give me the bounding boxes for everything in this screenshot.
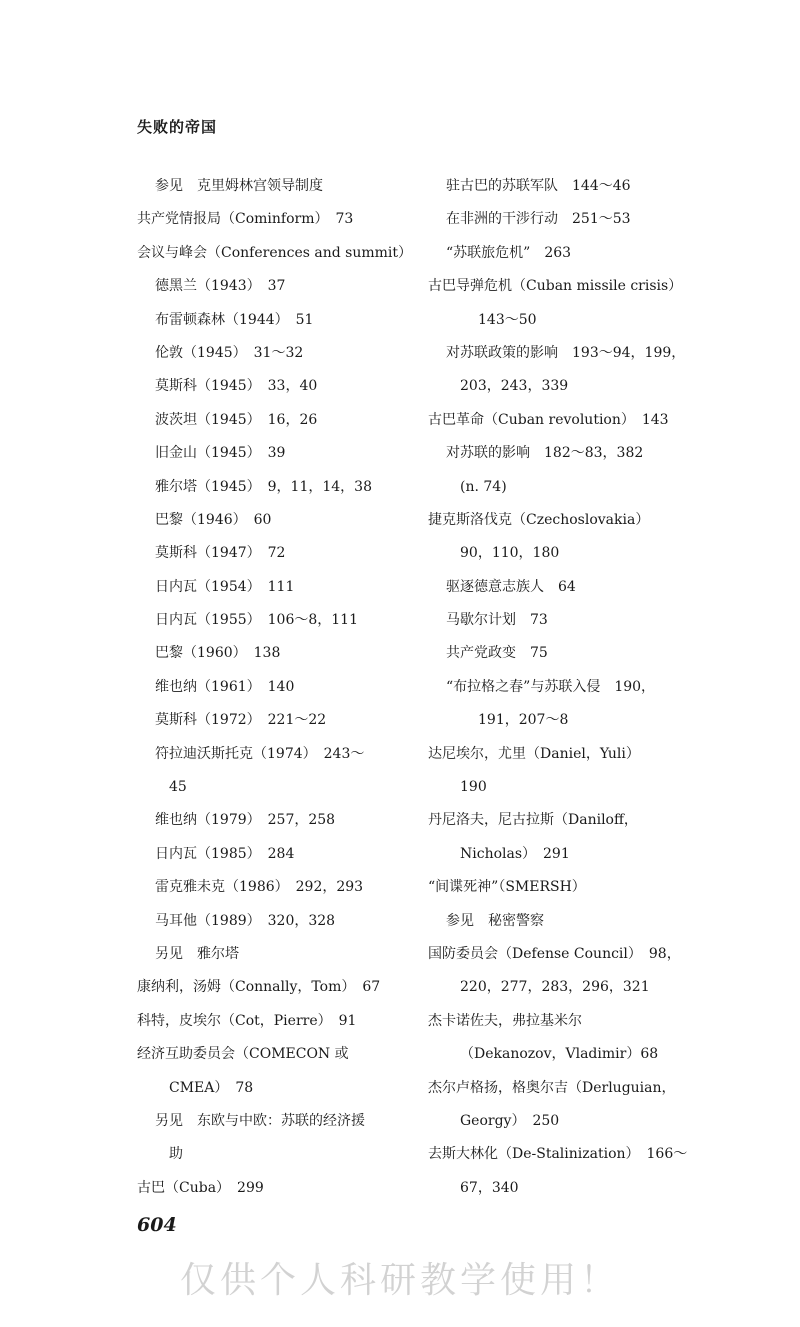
index-entry: 古巴（Cuba） 299 <box>137 1179 264 1196</box>
index-entry: 另见 雅尔塔 <box>155 945 239 962</box>
index-entry: 雅尔塔（1945） 9，11，14，38 <box>155 478 372 495</box>
index-entry: 马耳他（1989） 320，328 <box>155 912 336 929</box>
index-entry: Nicholas） 291 <box>460 845 570 862</box>
index-entry: 伦敦（1945） 31～32 <box>155 344 304 361</box>
index-entry: 67，340 <box>460 1179 519 1196</box>
index-entry: 共产党情报局（Cominform） 73 <box>137 211 354 228</box>
index-entry: 203，243，339 <box>460 378 569 395</box>
index-entry: (n. 74) <box>460 478 507 495</box>
index-entry: 符拉迪沃斯托克（1974） 243～ <box>155 745 365 762</box>
index-entry: 日内瓦（1955） 106～8，111 <box>155 612 358 629</box>
index-entry: 对苏联的影响 182～83，382 <box>446 445 644 462</box>
index-entry: 220，277，283，296，321 <box>460 979 650 996</box>
index-entry: 日内瓦（1954） 111 <box>155 578 295 595</box>
index-entry: 助 <box>169 1146 183 1163</box>
index-entry: “间谍死神”（SMERSH） <box>428 879 586 896</box>
index-entry: 科特，皮埃尔（Cot，Pierre） 91 <box>137 1012 357 1029</box>
index-entry: 丹尼洛夫，尼古拉斯（Daniloff， <box>428 812 638 829</box>
index-entry: 杰卡诺佐夫，弗拉基米尔 <box>428 1012 582 1029</box>
index-entry: 共产党政变 75 <box>446 645 548 662</box>
index-entry: 经济互助委员会（COMECON 或 <box>137 1046 349 1063</box>
index-entry: 旧金山（1945） 39 <box>155 445 286 462</box>
index-entry: 雷克雅未克（1986） 292，293 <box>155 879 364 896</box>
index-entry: 维也纳（1961） 140 <box>155 678 295 695</box>
index-entry: “苏联旅危机” 263 <box>446 244 572 261</box>
index-entry: 驱逐德意志族人 64 <box>446 578 576 595</box>
index-entry: 另见 东欧与中欧：苏联的经济援 <box>155 1112 365 1129</box>
watermark: 仅供个人科研教学使用！ <box>179 1260 620 1301</box>
index-entry: 90，110，180 <box>460 545 560 562</box>
index-entry: 达尼埃尔，尤里（Daniel，Yuli） <box>428 745 640 762</box>
index-entry: 45 <box>169 779 187 796</box>
index-entry: 莫斯科（1947） 72 <box>155 545 286 562</box>
index-entry: 日内瓦（1985） 284 <box>155 845 295 862</box>
index-entry: 参见 秘密警察 <box>446 912 544 929</box>
index-entry: 维也纳（1979） 257，258 <box>155 812 336 829</box>
index-entry: （Dekanozov，Vladimir）68 <box>460 1046 659 1063</box>
index-entry: 德黑兰（1943） 37 <box>155 278 286 295</box>
page-number: 604 <box>137 1214 177 1236</box>
index-entry: 191，207～8 <box>478 712 569 729</box>
index-entry: 会议与峰会（Conferences and summit） <box>137 244 413 261</box>
index-entry: 莫斯科（1945） 33，40 <box>155 378 318 395</box>
index-entry: 康纳利，汤姆（Connally，Tom） 67 <box>137 979 381 996</box>
index-entry: 巴黎（1960） 138 <box>155 645 281 662</box>
index-entry: 参见 克里姆林宫领导制度 <box>155 178 323 194</box>
index-entry: 对苏联政策的影响 193～94，199， <box>446 344 686 361</box>
index-entry: 190 <box>460 779 487 796</box>
index-entry: 去斯大林化（De-Stalinization） 166～ <box>428 1146 688 1163</box>
index-entry: “布拉格之春”与苏联入侵 190， <box>446 678 656 695</box>
index-entry: 国防委员会（Defense Council） 98， <box>428 945 681 962</box>
index-entry: 在非洲的干涉行动 251～53 <box>446 211 631 228</box>
index-entry: 马歇尔计划 73 <box>446 612 548 629</box>
index-entry: 驻古巴的苏联军队 144～46 <box>446 178 631 194</box>
index-entry: 波茨坦（1945） 16，26 <box>155 411 318 428</box>
running-head: 失败的帝国 <box>137 118 218 136</box>
index-entry: 古巴革命（Cuban revolution） 143 <box>428 411 669 428</box>
index-entry: 143～50 <box>478 311 537 328</box>
index-entry: Georgy） 250 <box>460 1112 560 1129</box>
index-column-right <box>428 170 700 1205</box>
index-entry: 莫斯科（1972） 221～22 <box>155 712 327 729</box>
index-entry: 杰尔卢格扬，格奥尔吉（Derluguian， <box>428 1079 676 1096</box>
index-entry: 布雷顿森林（1944） 51 <box>155 311 314 328</box>
index-entry: 巴黎（1946） 60 <box>155 511 272 528</box>
index-column-left <box>137 170 412 1205</box>
index-entry: CMEA） 78 <box>169 1079 254 1096</box>
index-entry: 捷克斯洛伐克（Czechoslovakia） <box>428 511 650 528</box>
index-entry: 古巴导弹危机（Cuban missile crisis） <box>428 278 683 295</box>
